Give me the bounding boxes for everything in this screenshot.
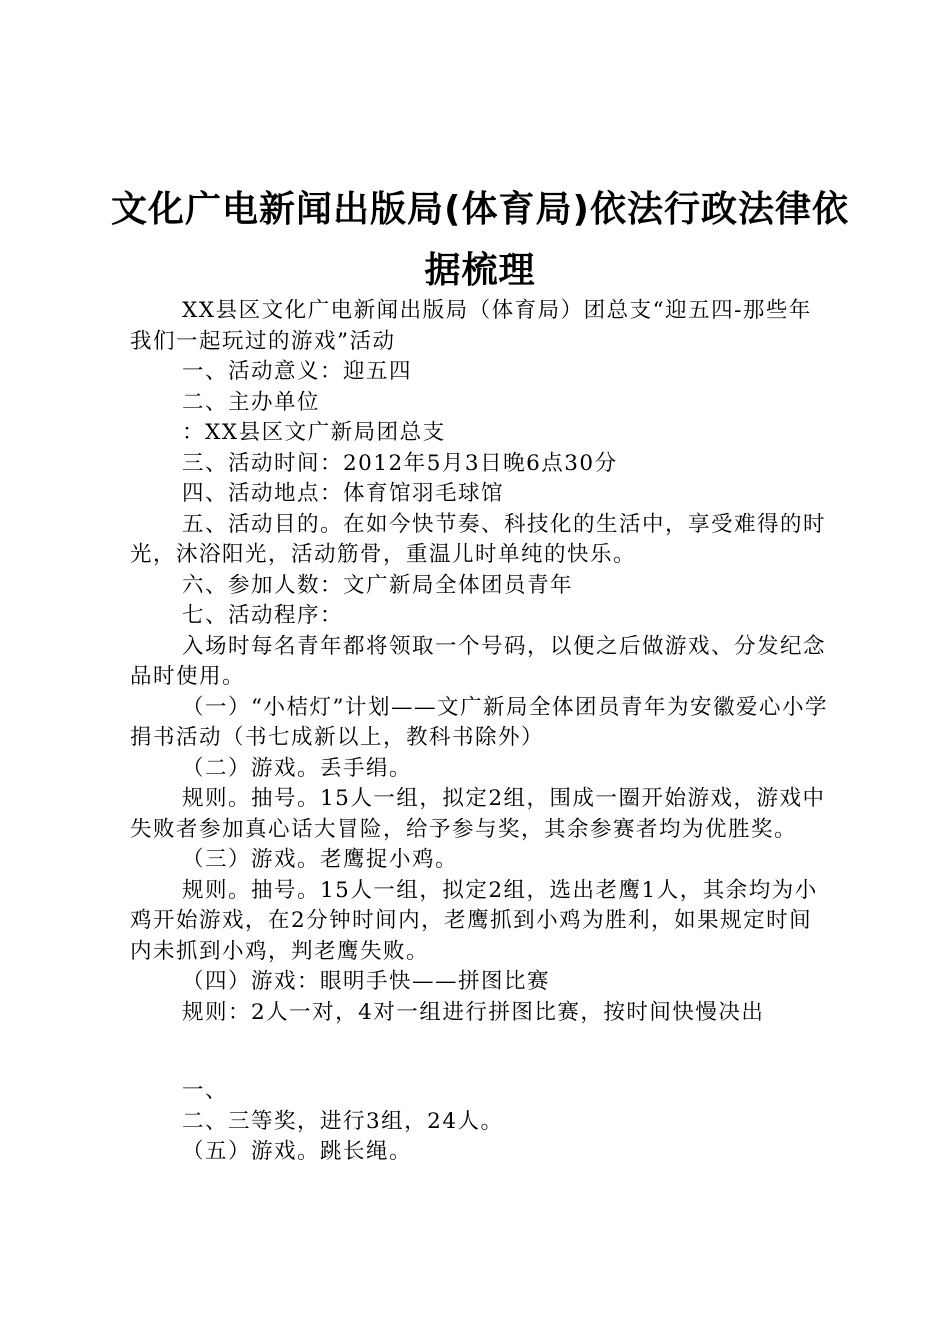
document-title-line-2: 据梳理 [424, 250, 536, 291]
section-location: 四、活动地点：体育馆羽毛球馆 [182, 481, 505, 506]
item-1-lamp-plan: （一）“小桔灯”计划——文广新局全体团员青年为安徽爱心小学捐书活动（书七成新以上，教科书除外） [130, 694, 828, 750]
intro-paragraph: XX县区文化广电新闻出版局（体育局）团总支“迎五四-那些年我们一起玩过的游戏”活动 [130, 298, 812, 354]
item-4-rules: 规则：2人一对，4对一组进行拼图比赛，按时间快慢决出 [182, 999, 765, 1025]
section-purpose: 五、活动目的。在如今快节奏、科技化的生活中，享受难得的时光，沐浴阳光，活动筋骨，重温儿时单纯的快乐。 [130, 511, 827, 567]
document-title-line-1: 文化广电新闻出版局(体育局)依法行政法律依 [111, 189, 849, 230]
procedure-entry: 入场时每名青年都将领取一个号码，以便之后做游戏、分发纪念品时使用。 [130, 633, 827, 689]
section-organizer: 二、主办单位 [182, 389, 321, 415]
item-4-first-prize: 一、 [182, 1078, 229, 1103]
item-3-eagle-chicks: （三）游戏。老鹰捉小鸡。 [182, 847, 459, 872]
item-4-puzzle: （四）游戏：眼明手快——拼图比赛 [182, 969, 551, 994]
organizer-name: ：XX县区文广新局团总支 [182, 420, 446, 445]
item-2-rules: 规则。抽号。15人一组，拟定2组，围成一圈开始游戏，游戏中失败者参加真心话大冒险，给予参与奖，其余参赛者均为优胜奖。 [130, 786, 826, 842]
item-2-handkerchief: （二）游戏。丢手绢。 [182, 755, 413, 781]
item-4-second-third-prize: 二、三等奖，进行3组，24人。 [182, 1108, 504, 1134]
section-participants: 六、参加人数：文广新局全体团员青年 [182, 572, 574, 598]
section-significance: 一、活动意义：迎五四 [182, 359, 413, 384]
section-time: 三、活动时间：2012年5月3日晚6点30分 [182, 450, 618, 476]
document-body [130, 296, 830, 1168]
item-5-jump-rope: （五）游戏。跳长绳。 [182, 1139, 413, 1164]
item-3-rules: 规则。抽号。15人一组，拟定2组，选出老鹰1人，其余均为小鸡开始游戏，在2分钟时间内，老鹰抓到小鸡为胜利，如果规定时间内未抓到小鸡，判老鹰失败。 [130, 877, 818, 964]
section-procedure: 七、活动程序： [182, 603, 344, 628]
